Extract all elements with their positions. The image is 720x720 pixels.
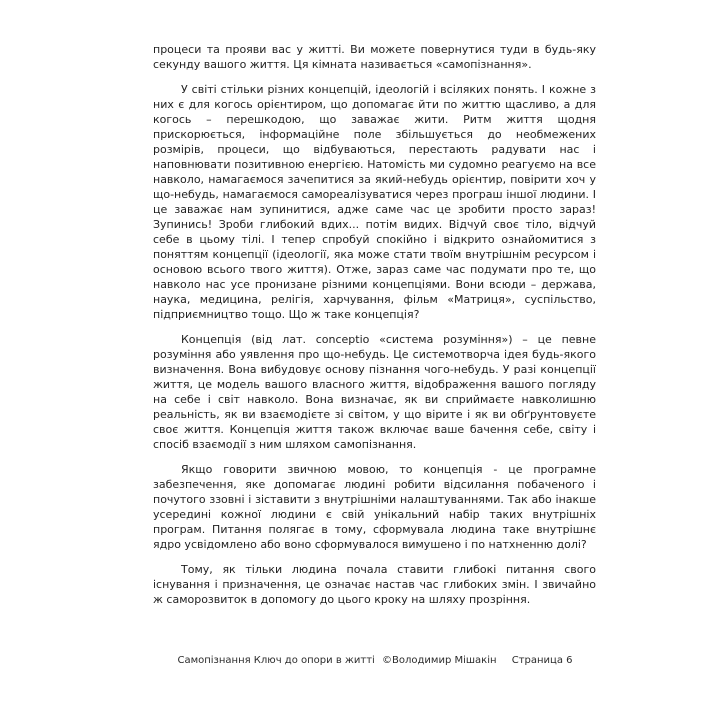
footer-copyright: ©Володимир Мішакін: [382, 655, 497, 666]
paragraph: Якщо говорити звичною мовою, то концепція - це програмне забезпечення, яке допомагає людині робити відсилання побаченого і почутого ззовні і зіставити з внутрішніми налаштуваннями. Так або інакше усередині кожної людини є свій унікальний набір таких внутрішніх програм. Питання полягає в тому, сформувала людина таке внутрішнє ядро усвідомлено або воно сформувалося вимушено і по натхненню долі?: [153, 463, 596, 551]
paragraph: Концепція (від лат. conceptio «система розуміння») – це певне розуміння або уявлення про що-небудь. Це системотворча ідея будь-якого визначення. Вона вибудовує основу пізнання чого-небудь. У разі концепції життя, це модель вашого власного життя, відображення вашого погляду на себе і світ навколо. Вона визначає, як ви сприймаєте навколишню реальність, як ви взаємодієте зі світом, у що вірите і як ви обґрунтовуєте своє життя. Концепція життя також включає ваше бачення себе, світу і спосіб взаємодії з ним шляхом самопізнання.: [153, 333, 596, 451]
paragraph: Тому, як тільки людина почала ставити глибокі питання свого існування і призначення, це означає настав час глибоких змін. І звичайно ж саморозвиток в допомогу до цього кроку на шляху прозріння.: [153, 563, 596, 606]
page-footer: [140, 654, 610, 667]
footer-book-title: Самопізнання Ключ до опори в житті: [177, 655, 375, 666]
text-column: [153, 42, 596, 617]
paragraph: процеси та прояви вас у житті. Ви можете повернутися туди в будь-яку секунду вашого життя. Ця кімната називається «самопізнання».: [153, 43, 596, 71]
footer-page-number: Страница 6: [511, 655, 573, 666]
paragraph: У світі стільки різних концепцій, ідеологій і всіляких понять. І кожне з них є для когось орієнтиром, що допомагає йти по життю щасливо, а для когось – перешкодою, що заважає жити. Ритм життя щодня прискорюється, інформаційне поле збільшується до необмежених розмірів, процеси, що відбуваються, перестають радувати нас і наповнювати позитивною енергією. Натомість ми судомно реагуємо на все навколо, намагаємося зачепитися за який-небудь орієнтир, повірити хоч у що-небудь, намагаємося самореалізуватися через програш іншої людини. І це заважає нам зупинитися, адже саме час це зробити просто зараз! Зупинись! Зроби глибокий вдих... потім видих. Відчуй своє тіло, відчуй себе в цьому тілі. І тепер спробуй спокійно і відкрито ознайомитися з поняттям концепції (ідеології, яка може стати твоїм внутрішнім ресурсом і основою всього твого життя). Отже, зараз саме час подумати про те, що навколо нас усе пронизане різними концепціями. Вони всюди – держава, наука, медицина, релігія, харчування, фільм «Матриця», суспільство, підприємництво тощо. Що ж таке концепція?: [153, 83, 596, 321]
